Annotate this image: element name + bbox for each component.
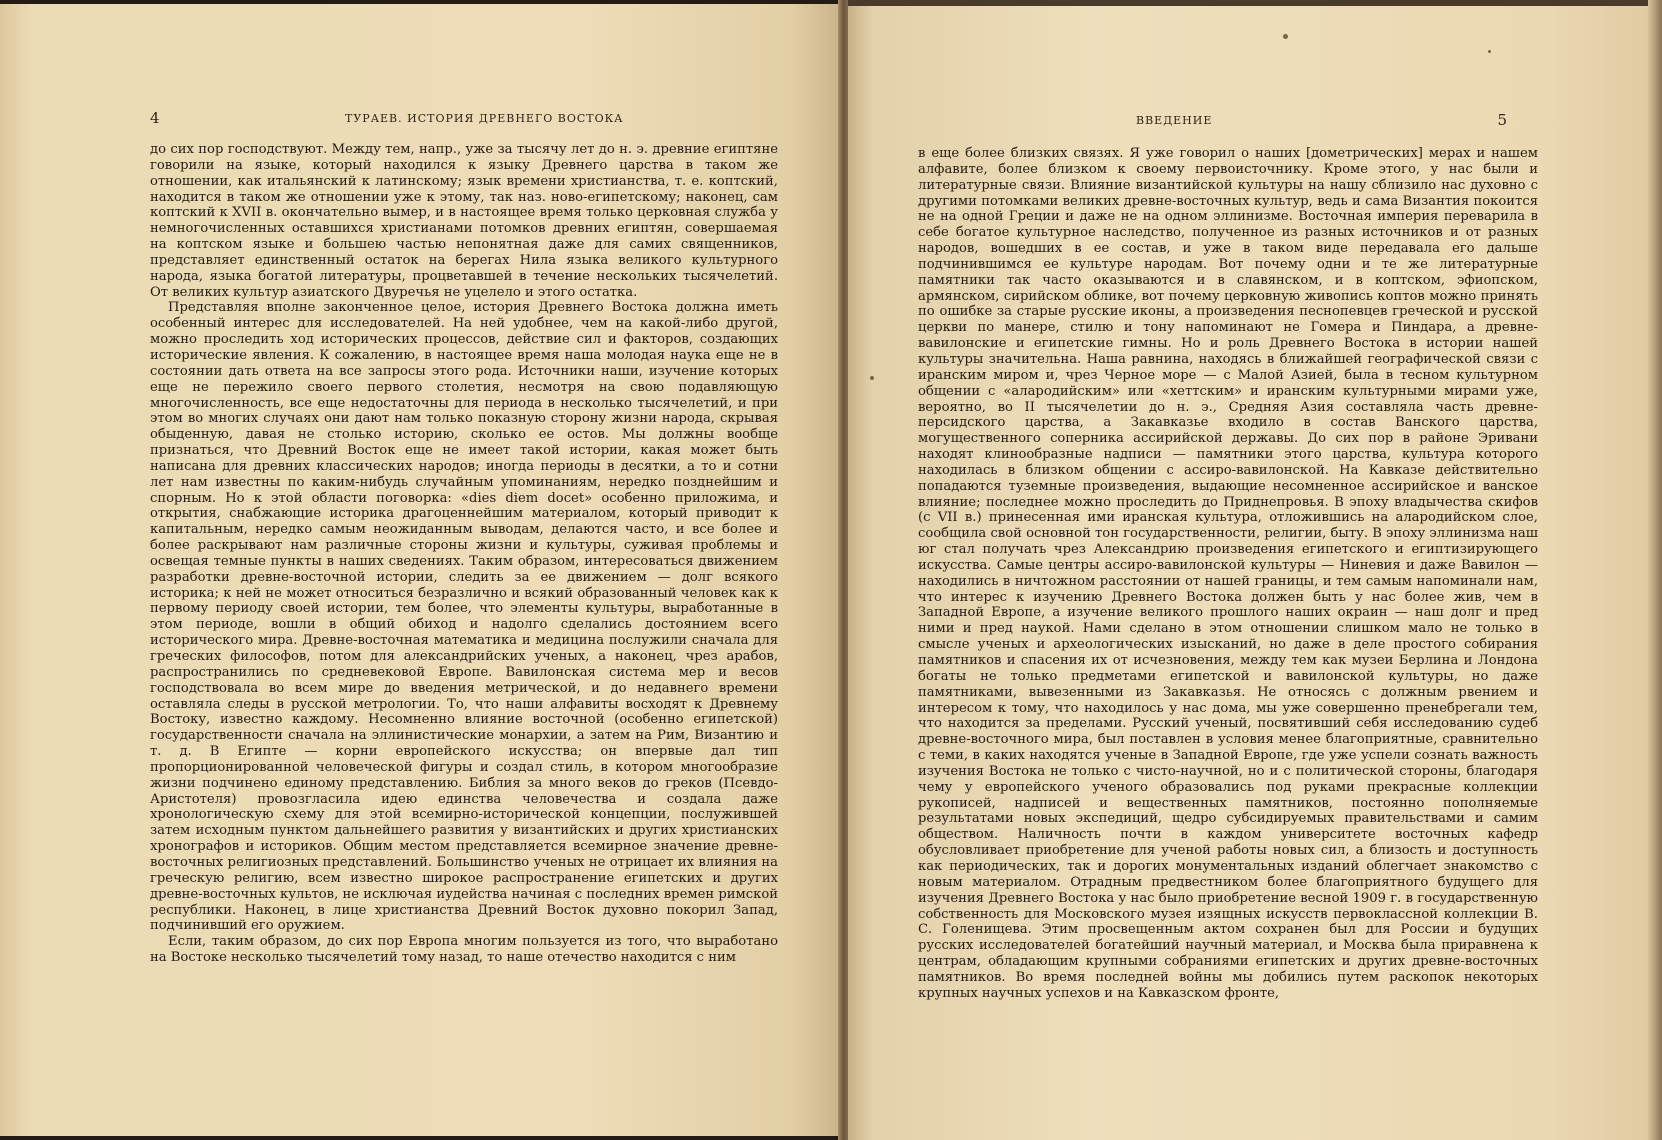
right-page xyxy=(848,0,1662,1140)
left-page-number: 4 xyxy=(150,109,161,127)
book-edge xyxy=(1648,0,1662,1140)
right-running-head: ВВЕДЕНИЕ xyxy=(1136,114,1213,127)
left-page xyxy=(0,4,842,1136)
paragraph: Если, таким образом, до сих пор Европа многим пользуется из того, что выработано на Востоке несколько тысячелетий тому назад, то наше отечество находится с ним xyxy=(150,934,778,966)
paper-speck xyxy=(1283,34,1288,39)
paper-speck xyxy=(870,376,874,380)
paragraph: в еще более близких связях. Я уже говорил о наших [дометрических] мерах и нашем алфавите, более близком к своему первоисточнику. Кроме этого, у нас были и литературные связи. Влияние византийской культуры на нашу сблизило нас духовно с другими потомками великих древне-восточных культур, ведь и сама Византия покоится не на одной Греции и даже не на одном эллинизме. Восточная империя переварила в себе богатое культурное наследство, полученное из разных источников и от разных народов, вошедших в ее состав, и уже в таком виде передавала его дальше подчинившимся ее культуре народам. Вот почему одни и те же литературные памятники так часто оказываются и в славянском, и в коптском, эфиопском, армянском, сирийском облике, вот почему церковную живопись коптов можно принять по ошибке за старые русские иконы, а произведения песнопевцев греческой и русской церкви по манере, стилю и тону напоминают не Гомера и Пиндара, а древне-вавилонские и египетские гимны. Но и роль Древнего Востока в истории нашей культуры значительна. Наша равнина, находясь в ближайшей географической связи с иранским миром и, чрез Черное море — с Малой Азией, была в тесном культурном общении с «алародийским» или «хеттским» и иранским культурными мирами уже, вероятно, во II тысячелетии до н. э., Средняя Азия составляла часть древне-персидского царства, а Закавказье входило в состав Ванского царства, могущественного соперника ассирийской державы. До сих пор в районе Эривани находят клинообразные надписи — памятники этого царства, культура которого находилась в близком общении с ассиро-вавилонской. На Кавказе действительно попадаются туземные произведения, выдающие несомненное ассирийское и ванское влияние; последнее можно проследить до Приднепровья. В эпоху владычества скифов (с VII в.) принесенная ими иранская культура, отложившись на алародийском слое, сообщила свой основной тон государственности, религии, быту. В эпоху эллинизма наш юг стал получать чрез Александрию произведения египетского и египтизирующего искусства. Самые центры ассиро-вавилонской культуры — Ниневия и даже Вавилон — находились в ничтожном расстоянии от нашей границы, и тем самым напоминали нам, что интерес к изучению Древнего Востока должен быть у нас более жив, чем в Западной Европе, а изучение великого прошлого наших окраин — наш долг и пред ними и пред наукой. Нами сделано в этом отношении слишком мало не только в смысле ученых и археологических изысканий, но даже в деле простого собирания памятников и спасения их от исчезновения, между тем как музеи Берлина и Лондона богаты не только предметами египетской и вавилонской культуры, но даже памятниками, вывезенными из Закавказья. Не относясь с должным рвением и интересом к тому, что находилось у нас дома, мы уже совершенно пренебрегали тем, что находится за пределами. Русский ученый, посвятивший себя исследованию судеб древне-восточного мира, был поставлен в условия менее благоприятные, сравнительно с теми, в каких находятся ученые в Западной Европе, где уже успели сознать важность изучения Востока не только с чисто-научной, но и с политической стороны, благодаря чему у европейского ученого образовались под руками прекрасные коллекции рукописей, надписей и вещественных памятников, постоянно пополняемые результатами новых экспедиций, щедро субсидируемых правительствами и самим обществом. Наличность почти в каждом университете восточных кафедр обусловливает приобретение для ученой работы новых сил, а близость и доступность как периодических, так и дорогих монументальных изданий облегчает знакомство с новым материалом. Отрадным предвестником более благоприятного будущего для изучения Древнего Востока у нас было приобретение весной 1909 г. в государственную собственность для Московского музея изящных искусств первоклассной коллекции В. С. Голенищева. Этим просвещенным актом сохранен был для России и будущих русских исследователей богатейший научный материал, и Москва была приравнена к центрам, обладающим крупными собраниями египетских и других древне-восточных памятников. Во время последней войны мы добились путем раскопок некоторых крупных научных успехов и на Кавказском фронте, xyxy=(918,146,1538,1001)
paragraph: Представляя вполне законченное целое, история Древнего Востока должна иметь особенный интерес для исследователей. На ней удобнее, чем на какой-либо другой, можно проследить ход исторических процессов, действие сил и факторов, создающих исторические явления. К сожалению, в настоящее время наша молодая наука еще не в состоянии дать ответа на все запросы этого рода. Источники наши, изучение которых еще не пережило своего первого столетия, несмотря на свою подавляющую многочисленность, все еще недостаточны для периода в несколько тысячелетий, и при этом во многих случаях они дают нам только показную сторону жизни народа, скрывая обыденную, давая не столько историю, сколько ее остов. Мы должны вообще признаться, что Древний Восток еще не имеет такой истории, какая может быть написана для древних классических народов; иногда периоды в десятки, а то и сотни лет нам известны по каким-нибудь случайным упоминаниям, нередко позднейшим и спорным. Но к этой области поговорка: «dies diem docet» особенно приложима, и открытия, снабжающие историка драгоценнейшим материалом, который приводит к капитальным, нередко самым неожиданным выводам, делаются часто, и все более и более раскрывают нам различные стороны жизни и культуры, суживая проблемы и освещая темные пункты в наших сведениях. Таким образом, интересоваться движением разработки древне-восточной истории, следить за ее движением — долг всякого историка; к ней не может относиться безразлично и всякий образованный человек как к первому периоду своей истории, тем более, что элементы культуры, выработанные в этом периоде, вошли в общий обиход и надолго сделались достоянием всего исторического мира. Древне-восточная математика и медицина послужили сначала для греческих философов, потом для александрийских ученых, а наконец, чрез арабов, распространились по средневековой Европе. Вавилонская система мер и весов господствовала во всем мире до введения метрической, и до недавнего времени оставляла следы в русской метрологии. То, что наши алфавиты восходят к Древнему Востоку, известно каждому. Несомненно влияние восточной (особенно египетской) государственности сначала на эллинистические монархии, а затем на Рим, Византию и т. д. В Египте — корни европейского искусства; он впервые дал тип пропорционированной человеческой фигуры и создал стиль, в котором многообразие жизни подчинено единому представлению. Библия за много веков до греков (Псевдо-Аристотеля) провозгласила идею единства человечества и создала даже хронологическую схему для этой всемирно-исторической концепции, послужившей затем исходным пунктом дальнейшего развития у византийских и других христианских хронографов и историков. Общим местом представляется всемирное значение древне-восточных религиозных представлений. Большинство ученых не отрицает их влияния на греческую религию, всем известно широкое распространение египетских и других древне-восточных культов, не исключая иудейства начиная с последних времен римской республики. Наконец, в лице христианства Древний Восток духовно покорил Запад, подчинивший его оружием. xyxy=(150,300,778,934)
right-page-number: 5 xyxy=(1497,111,1508,129)
left-running-head: ТУРАЕВ. ИСТОРИЯ ДРЕВНЕГО ВОСТОКА xyxy=(345,112,624,125)
paragraph: до сих пор господствуют. Между тем, напр., уже за тысячу лет до н. э. древние египтяне говорили на языке, который находился к языку Древнего царства в таком же отношении, как итальянский к латинскому; язык времени христианства, т. е. коптский, находится в таком же отношении уже к этому, так наз. ново-египетскому; наконец, сам коптский к XVII в. окончательно вымер, и в настоящее время только церковная служба у немногочисленных оставшихся христианами потомков древних египтян, совершаемая на коптском языке и большею частью непонятная даже для самих священников, представляет единственный остаток на берегах Нила языка великого культурного народа, языка богатой литературы, процветавшей в течение нескольких тысячелетий. От великих культур азиатского Двуречья не уцелело и этого остатка. xyxy=(150,142,778,300)
paper-speck xyxy=(1488,50,1491,53)
left-page-body xyxy=(150,142,778,966)
right-page-body xyxy=(918,146,1538,1002)
